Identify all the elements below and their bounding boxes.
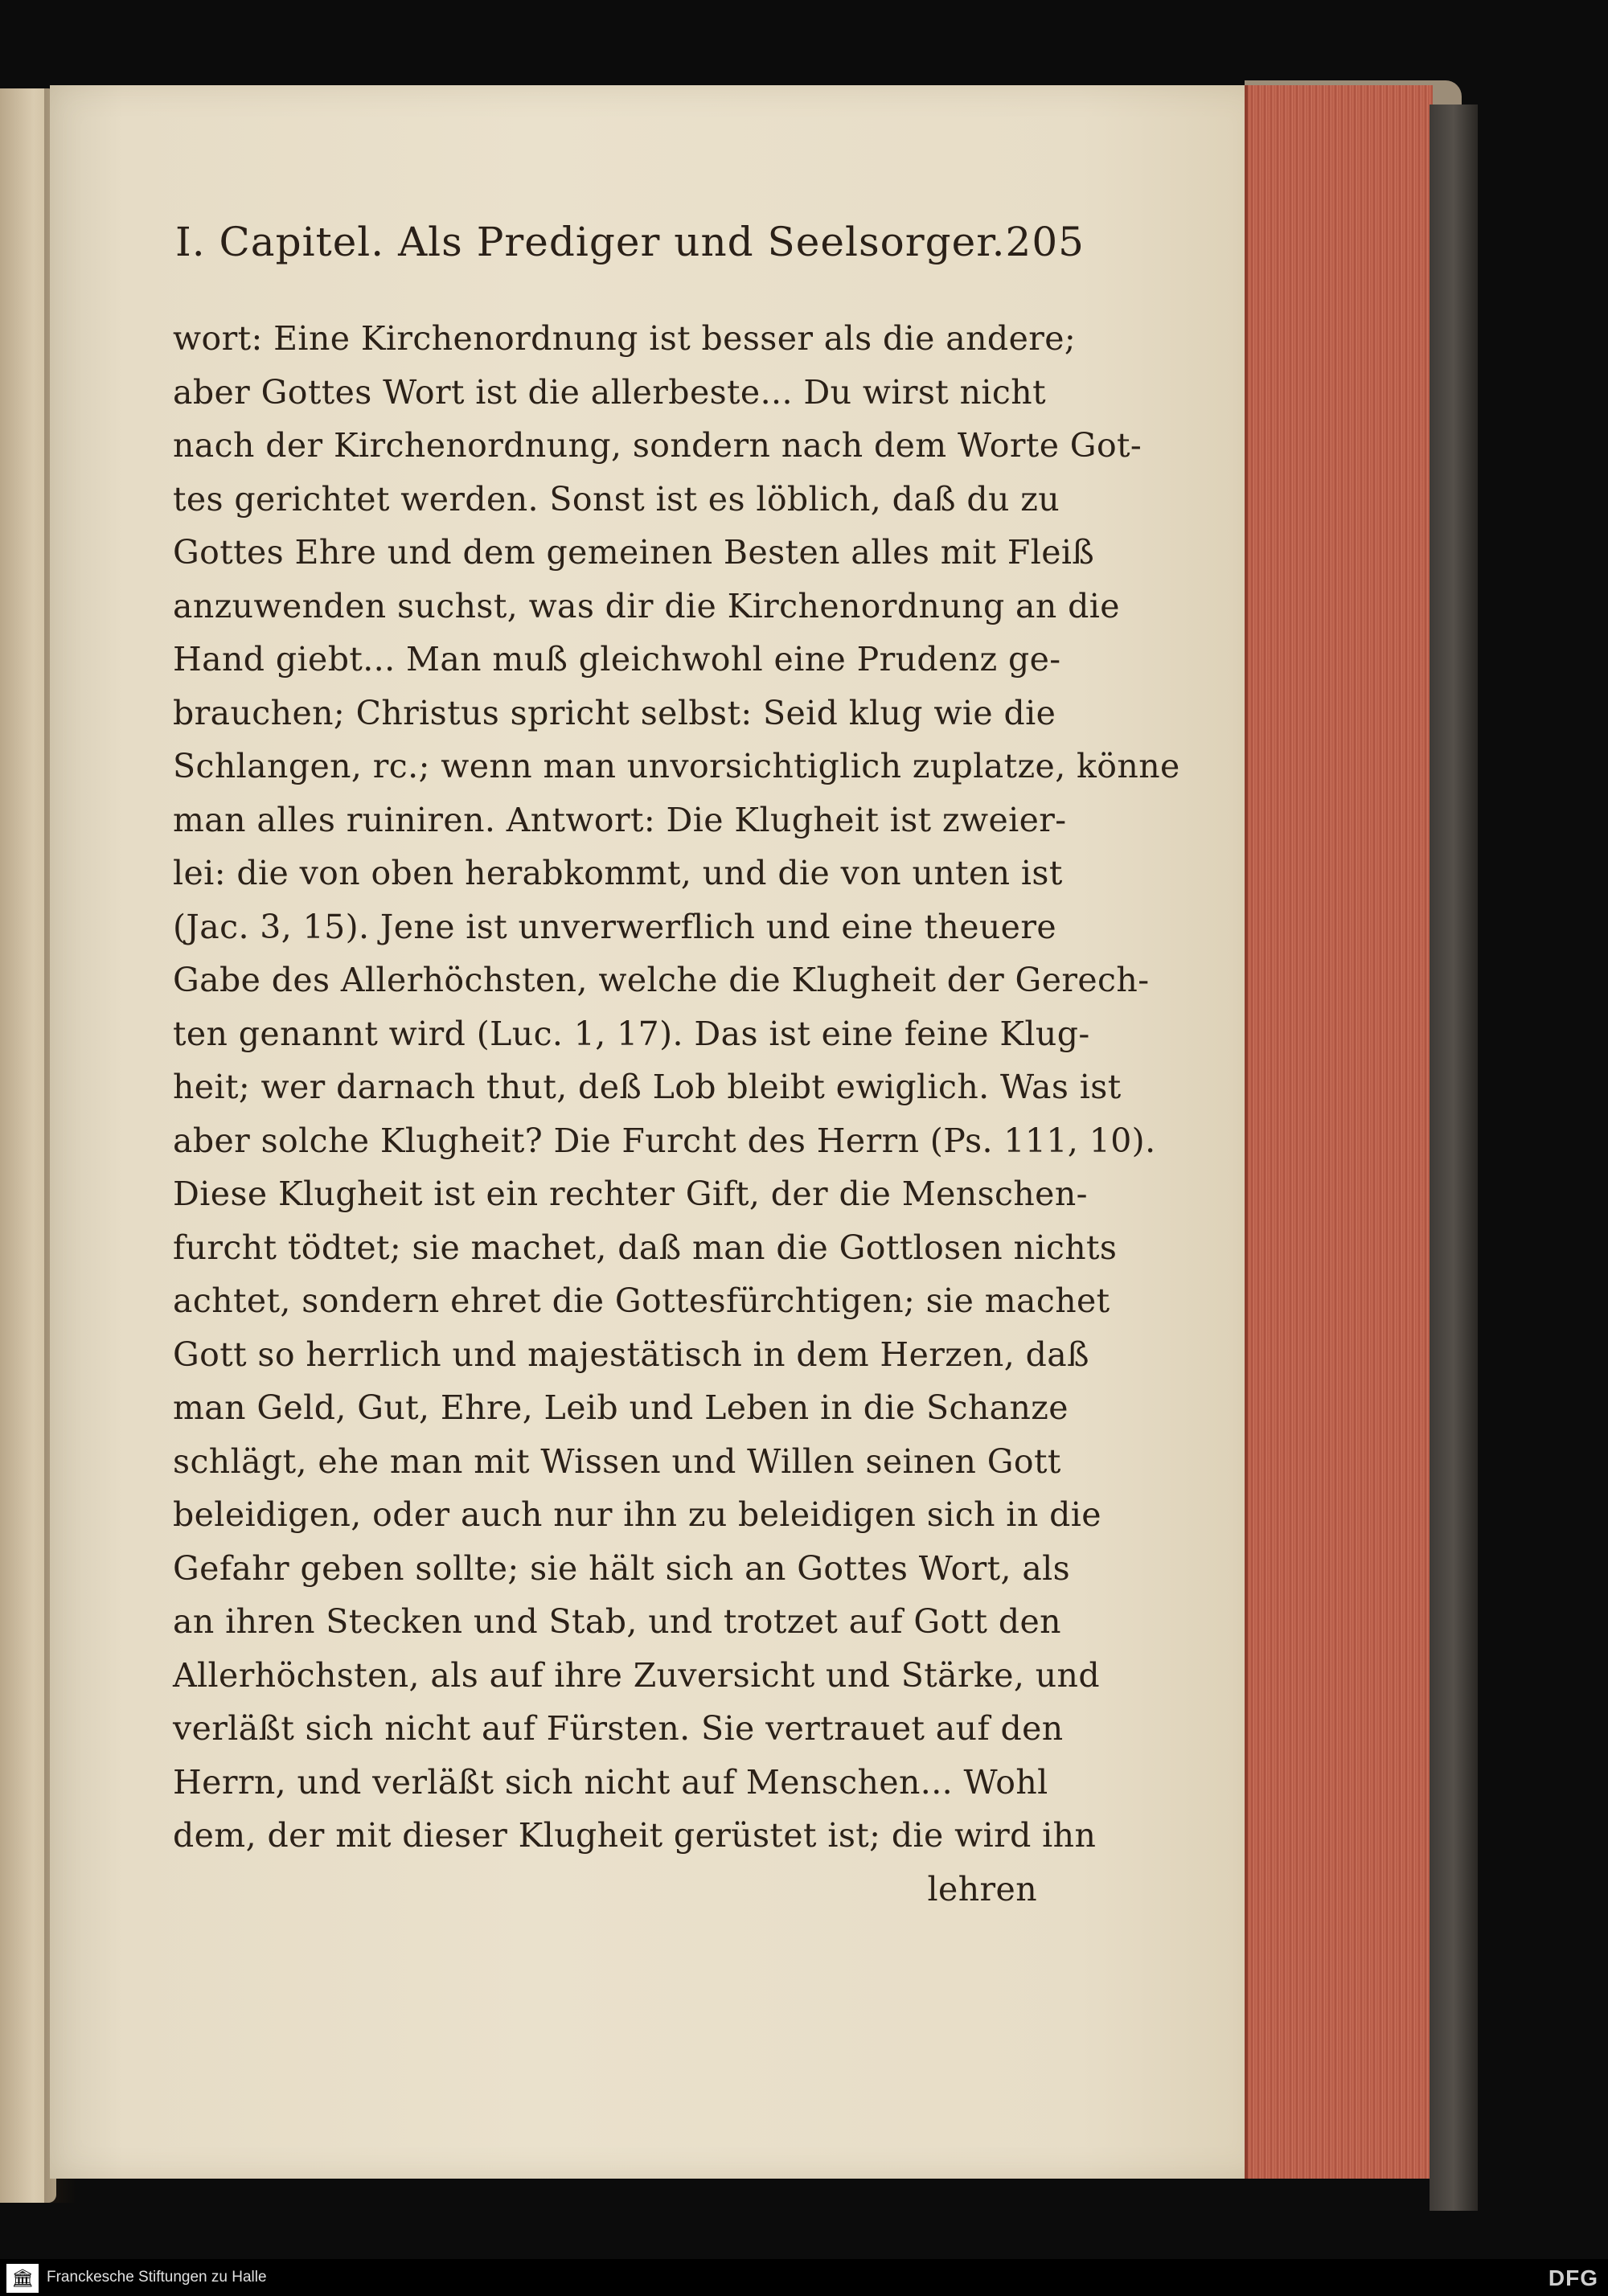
catchword: lehren	[927, 1869, 1037, 1909]
text-line: achtet, sondern ehret die Gottesfürchtigen; sie machet	[173, 1281, 1110, 1320]
text-line: tes gerichtet werden. Sonst ist es löblich, daß du zu	[173, 479, 1060, 519]
text-line: man alles ruiniren. Antwort: Die Klugheit ist zweier-	[173, 800, 1067, 839]
text-line: (Jac. 3, 15). Jene ist unverwerflich und eine theuere	[173, 907, 1056, 946]
text-line: Gottes Ehre und dem gemeinen Besten alles mit Fleiß	[173, 533, 1095, 572]
footer-bar	[0, 2259, 1608, 2296]
text-line: Herrn, und verläßt sich nicht auf Menschen... Wohl	[173, 1762, 1048, 1802]
building-icon: 🏛	[6, 2264, 39, 2293]
text-line: Hand giebt... Man muß gleichwohl eine Prudenz ge-	[173, 640, 1061, 679]
text-line: heit; wer darnach thut, deß Lob bleibt ewiglich. Was ist	[173, 1068, 1122, 1106]
text-line: lei: die von oben herabkommt, und die von unten ist	[173, 854, 1063, 892]
chapter-title: I. Capitel. Als Prediger und Seelsorger.	[175, 219, 1006, 265]
book-page-edges	[1245, 85, 1433, 2179]
text-line: nach der Kirchenordnung, sondern nach dem Worte Got-	[173, 426, 1142, 465]
text-line: ten genannt wird (Luc. 1, 17). Das ist eine feine Klug-	[173, 1014, 1090, 1053]
running-head	[175, 219, 1085, 265]
footer-dfg-logo: DFG	[1548, 2265, 1598, 2290]
text-line: Diese Klugheit ist ein rechter Gift, der die Menschen-	[173, 1175, 1088, 1213]
text-line: Gott so herrlich und majestätisch in dem Herzen, daß	[173, 1335, 1089, 1374]
text-line: beleidigen, oder auch nur ihn zu beleidigen sich in die	[173, 1495, 1101, 1534]
text-line: Allerhöchsten, als auf ihre Zuversicht und Stärke, und	[173, 1655, 1100, 1695]
text-line: Schlangen, rc.; wenn man unvorsichtiglich zuplatze, könne	[173, 747, 1180, 785]
text-line: verläßt sich nicht auf Fürsten. Sie vertrauet auf den	[173, 1709, 1064, 1748]
text-line: brauchen; Christus spricht selbst: Seid klug wie die	[173, 693, 1056, 732]
page-number: 205	[1005, 219, 1085, 265]
text-line: anzuwenden suchst, was dir die Kirchenordnung an die	[173, 586, 1120, 625]
text-line: Gabe des Allerhöchsten, welche die Klugheit der Gerech-	[173, 961, 1150, 999]
text-line: an ihren Stecken und Stab, und trotzet auf Gott den	[173, 1602, 1061, 1641]
body-text	[173, 312, 1180, 1916]
text-line: wort: Eine Kirchenordnung ist besser als die andere;	[173, 319, 1077, 358]
text-line: furcht tödtet; sie machet, daß man die Gottlosen nichts	[173, 1228, 1118, 1267]
footer-institution: Franckesche Stiftungen zu Halle	[47, 2269, 267, 2286]
text-line: schlägt, ehe man mit Wissen und Willen seinen Gott	[173, 1441, 1061, 1481]
text-line: Gefahr geben sollte; sie hält sich an Gottes Wort, als	[173, 1548, 1071, 1588]
text-line: aber Gottes Wort ist die allerbeste... Du wirst nicht	[173, 372, 1046, 412]
text-line: man Geld, Gut, Ehre, Leib und Leben in die Schanze	[173, 1388, 1069, 1427]
text-line: aber solche Klugheit? Die Furcht des Herrn (Ps. 111, 10).	[173, 1121, 1156, 1160]
text-line: dem, der mit dieser Klugheit gerüstet ist; die wird ihn	[173, 1816, 1097, 1855]
book-cover	[1430, 105, 1478, 2211]
